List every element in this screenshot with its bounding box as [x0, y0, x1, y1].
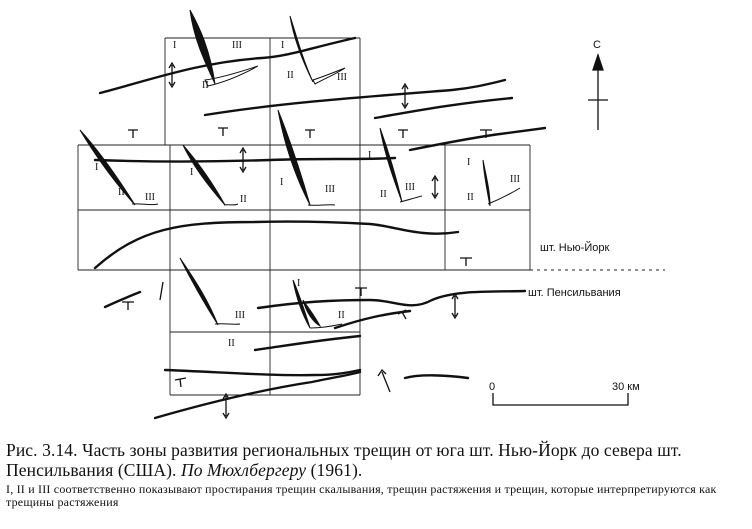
caption-title-source: По Мюхлбергеру — [180, 460, 307, 480]
svg-text:II: II — [228, 338, 235, 349]
state-label-new-york: шт. Нью-Йорк — [540, 242, 610, 254]
scale-start-label: 0 — [489, 381, 496, 393]
svg-text:I: I — [173, 40, 177, 51]
regional-fracture-lines — [95, 38, 545, 418]
caption-title — [6, 440, 748, 480]
svg-text:II: II — [338, 310, 345, 321]
figure-caption — [6, 440, 748, 509]
map-grid — [78, 38, 665, 395]
svg-text:I: I — [95, 162, 99, 173]
svg-text:II: II — [380, 189, 387, 200]
svg-text:I: I — [467, 157, 471, 168]
svg-text:II: II — [467, 192, 474, 203]
svg-text:III: III — [510, 174, 520, 185]
state-label-pennsylvania: шт. Пенсильвания — [528, 287, 621, 299]
caption-title-tail: (1961). — [306, 460, 363, 480]
svg-text:II: II — [202, 80, 209, 91]
strike-symbols — [122, 55, 628, 418]
svg-text:III: III — [235, 310, 245, 321]
caption-note: I, II и III соответственно показывают простирания трещин скалывания, трещин растяжения и трещин, которые интерпретируются как трещины растяжения — [6, 482, 717, 509]
svg-text:III: III — [325, 184, 335, 195]
svg-text:II: II — [240, 194, 247, 205]
scale-end-label: 30 км — [612, 381, 640, 393]
svg-text:II: II — [287, 70, 294, 81]
svg-text:I: I — [297, 278, 301, 289]
caption-title-lead: Рис. 3.14. Часть зоны развития региональных трещин от юга шт. Нью-Йорк до севера шт. Пенсильвания (США). — [6, 440, 682, 480]
svg-text:III: III — [405, 182, 415, 193]
svg-text:I: I — [368, 150, 372, 161]
north-label: С — [593, 39, 601, 51]
svg-text:II: II — [118, 187, 125, 198]
svg-text:I: I — [190, 167, 194, 178]
svg-text:III: III — [337, 72, 347, 83]
svg-text:I: I — [280, 177, 284, 188]
svg-text:III: III — [232, 40, 242, 51]
svg-text:I: I — [281, 40, 285, 51]
svg-text:III: III — [145, 192, 155, 203]
